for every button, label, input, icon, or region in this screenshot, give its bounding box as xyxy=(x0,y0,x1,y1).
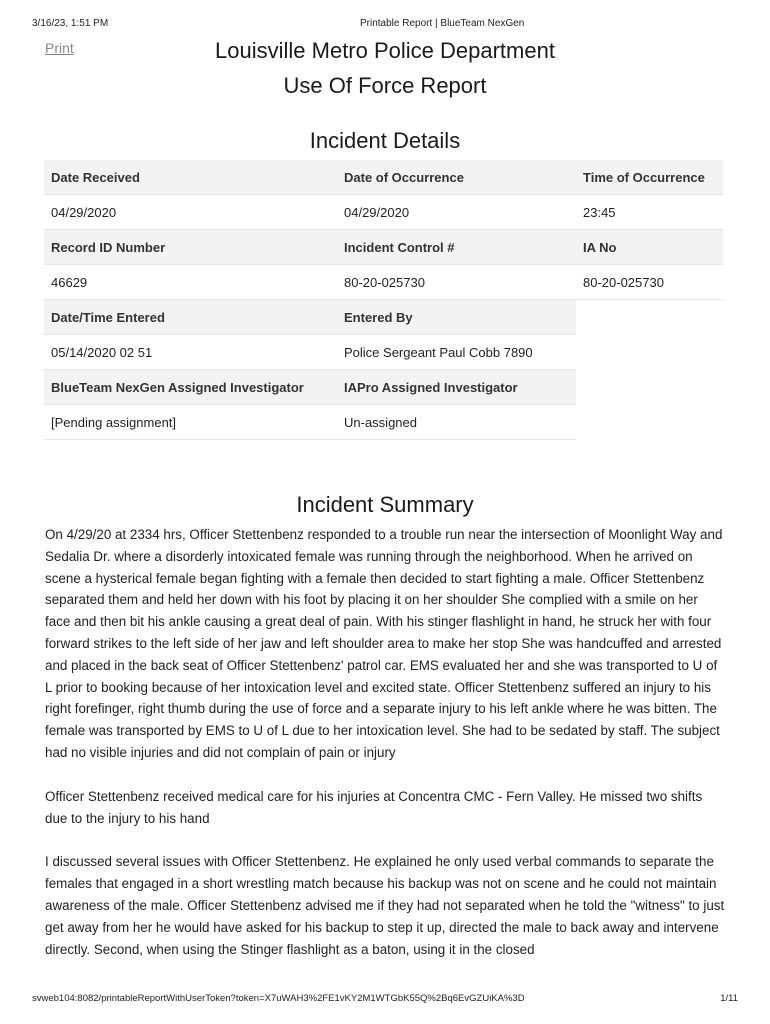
browser-print-footer xyxy=(32,993,738,1007)
entered-by-value: Police Sergeant Paul Cobb 7890 xyxy=(337,335,576,370)
incident-control-label: Incident Control # xyxy=(337,230,576,265)
time-of-occurrence-value: 23:45 xyxy=(576,195,723,230)
incident-summary-heading: Incident Summary xyxy=(296,492,474,517)
summary-paragraph: On 4/29/20 at 2334 hrs, Officer Stettenbenz responded to a trouble run near the intersection of Moonlight Way and Sedalia Dr. where a disorderly intoxicated female was running through the neighborhood. When he arrived on scene a hysterical female began fighting with a female then decided to start fighting a male. Officer Stettenbenz separated them and held her down with his foot by placing it on her shoulder She complied with a smile on her face and then bit his ankle causing a great deal of pain. With his stinger flashlight in hand, he struck her with four forward strikes to the left side of her jaw and left shoulder area to make her stop She was handcuffed and arrested and placed in the back seat of Officer Stettenbenz' patrol car. EMS evaluated her and she was transported to U of L prior to booking because of her intoxication level and excited state. Officer Stettenbenz suffered an injury to his right forefinger, right thumb during the use of force and a separate injury to his left ankle where he was bitten. The female was transported by EMS to U of L due to her intoxication level. She had to be sedated by staff. The subject had no visible injuries and did not complain of pain or injury xyxy=(45,527,723,760)
department-title: Louisville Metro Police Department xyxy=(215,38,555,63)
date-time-entered-value: 05/14/2020 02 51 xyxy=(44,335,337,370)
summary-paragraph: I discussed several issues with Officer Stettenbenz. He explained he only used verbal commands to separate the females that engaged in a short wrestling match because his backup was not on scene and he could not maintain awareness of the male. Officer Stettenbenz advised me if they had not separated when he told the "witness" to just get away from her he would have asked for his backup to step it up, directed the male to back away and intervene directly. Second, when using the Stinger flashlight as a baton, using it in the closed xyxy=(45,854,725,957)
print-page-title: Printable Report | BlueTeam NexGen xyxy=(360,18,525,29)
table-label-row xyxy=(44,230,723,265)
record-id-label: Record ID Number xyxy=(44,230,337,265)
table-label-row xyxy=(44,160,723,195)
time-of-occurrence-label: Time of Occurrence xyxy=(576,160,723,195)
date-of-occurrence-value: 04/29/2020 xyxy=(337,195,576,230)
iapro-investigator-value: Un-assigned xyxy=(337,405,576,440)
table-label-row xyxy=(44,300,723,335)
ia-no-value: 80-20-025730 xyxy=(576,265,723,300)
incident-summary-text xyxy=(45,524,725,982)
blueteam-investigator-value: [Pending assignment] xyxy=(44,405,337,440)
iapro-investigator-label: IAPro Assigned Investigator xyxy=(337,370,576,405)
date-time-entered-label: Date/Time Entered xyxy=(44,300,337,335)
incident-details-table xyxy=(44,160,723,440)
page-number: 1/11 xyxy=(720,993,738,1004)
incident-control-value: 80-20-025730 xyxy=(337,265,576,300)
table-value-row xyxy=(44,265,723,300)
date-received-label: Date Received xyxy=(44,160,337,195)
browser-print-header xyxy=(32,18,730,32)
incident-details-heading: Incident Details xyxy=(309,128,461,153)
record-id-value: 46629 xyxy=(44,265,337,300)
entered-by-label: Entered By xyxy=(337,300,576,335)
report-title: Use Of Force Report xyxy=(283,73,487,98)
date-of-occurrence-label: Date of Occurrence xyxy=(337,160,576,195)
blueteam-investigator-label: BlueTeam NexGen Assigned Investigator xyxy=(44,370,337,405)
page-url: svweb104:8082/printableReportWithUserToken?token=X7uWAH3%2FE1vKY2M1WTGbK55Q%2Bq6EvGZUiKA%3D xyxy=(32,993,525,1004)
print-timestamp: 3/16/23, 1:51 PM xyxy=(32,18,109,29)
print-link[interactable]: Print xyxy=(45,40,74,56)
empty-cell xyxy=(576,300,723,440)
summary-paragraph: Officer Stettenbenz received medical care for his injuries at Concentra CMC - Fern Valley. He missed two shifts due to the injury to his hand xyxy=(45,788,703,826)
table-value-row xyxy=(44,195,723,230)
date-received-value: 04/29/2020 xyxy=(44,195,337,230)
ia-no-label: IA No xyxy=(576,230,723,265)
